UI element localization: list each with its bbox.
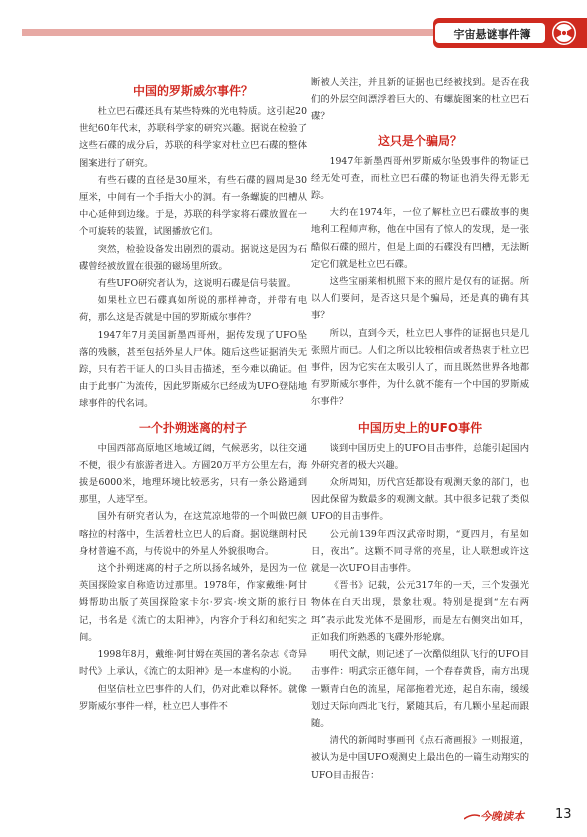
right-column xyxy=(311,74,529,784)
paragraph: 谈到中国历史上的UFO目击事件，总能引起国内外研究者的极大兴趣。 xyxy=(311,442,529,471)
swoosh-icon xyxy=(464,814,480,820)
paragraph: 明代文献，则记述了一次酷似组队飞行的UFO目击事件：明武宗正德年间，一个春春黄昏，南方出现一颗青白色的流星，尾部拖着光迹，起自东南，缓缓划过天际向西北飞行，紧随其后，有几颗小星起而跟随。 xyxy=(311,649,529,729)
header-stripe xyxy=(22,29,442,36)
paragraph: 中国西部高原地区地域辽阔，气候恶劣，以往交通不便，很少有旅游者进入。方圆20万平方公里左右，海拔是6000米，地理环境比较恶劣，只有一条公路通到那里，人迹罕至。 xyxy=(79,442,307,506)
paragraph: 清代的新闻时事画刊《点石斋画报》一则报道，被认为是中国UFO观测史上最出色的一篇生动翔实的UFO目击报告： xyxy=(311,735,529,781)
section-title-history: 中国历史上的UFO事件 xyxy=(357,420,483,435)
paragraph: 突然，检验设备发出剧烈的震动。据说这是因为石碟曾经被放置在很强的磁场里所致。 xyxy=(79,243,307,272)
page-number: 13 xyxy=(555,807,572,822)
paragraph: 1947年新墨西哥州罗斯威尔坠毁事件的物证已经无处可查，而杜立巴石碟的物证也消失得无影无踪。 xyxy=(311,155,529,202)
paragraph: 如果杜立巴石碟真如所说的那样神奇，并带有电荷，那么这是否就是中国的罗斯威尔事件？ xyxy=(79,295,307,324)
section-title-roswell: 中国的罗斯威尔事件？ xyxy=(132,84,253,98)
section-title-village: 一个扑朔迷离的村子 xyxy=(138,420,247,435)
paragraph: 但坚信杜立巴事件的人们，仍对此难以释怀。就像罗斯威尔事件一样，杜立巴人事件不 xyxy=(79,683,307,712)
paragraph: 所以，直到今天，杜立巴人事件的证据也只是几张照片而已。人们之所以比较相信或者热衷于杜立巴事件，因为它实在太吸引人了，而且既然世界各地都有罗斯威尔事件，为什么就不能有一个中国的罗斯威尔事件？ xyxy=(311,327,529,408)
header-title-box xyxy=(435,23,545,43)
paragraph: 1947年7月美国新墨西哥州，据传发现了UFO坠落的残骸，甚至包括外星人尸体。随后这些证据消失无踪，只有若干证人的口头目击描述，至今难以确证。但由于此事广为流传，因此罗斯威尔已经成为UFO登陆地球事件的代名词。 xyxy=(79,329,307,410)
paragraph: 众所周知，历代宫廷都设有观测天象的部门，也因此保留为数最多的观测文献。其中很多记载了类似UFO的目击事件。 xyxy=(311,477,529,523)
paragraph: 这个扑朔迷离的村子之所以扬名域外，是因为一位英国探险家自称造访过那里。1978年，作家戴维·阿甘姆帮助出版了英国探险家卡尔·罗宾·埃文斯的旅行日记，书名是《流亡的太阳神》，内容介于科幻和纪实之间。 xyxy=(79,563,307,643)
paragraph: 有些UFO研究者认为，这说明石碟是信号装置。 xyxy=(97,278,297,290)
paragraph: 这些宝丽莱相机照下来的照片是仅有的证据。所以人们要问，是否这只是个骗局，还是真的确有其事？ xyxy=(311,276,529,322)
running-header xyxy=(0,18,587,48)
header-tab xyxy=(433,18,587,48)
paragraph: 大约在1974年，一位了解杜立巴石碟故事的奥地利工程师声称，他在中国有了惊人的发现，是一张酷似石碟的照片，但是上面的石碟没有凹槽，无法断定它们就是杜立巴石碟。 xyxy=(311,207,529,270)
logo-text: 今晚读本 xyxy=(480,810,524,823)
publication-logo xyxy=(464,808,554,824)
section-title-hoax: 这只是个骗局？ xyxy=(377,133,462,148)
hazard-symbol-icon xyxy=(551,20,577,46)
paragraph: 公元前139年西汉武帝时期，“夏四月，有星如日，夜出”。这颗不同寻常的亮星，让人联想或许这就是一次UFO目击事件。 xyxy=(311,528,529,575)
left-column xyxy=(79,78,307,715)
paragraph: 国外有研究者认为，在这荒凉地带的一个叫做巴颜喀拉的村落中，生活着杜立巴人的后裔。据说继朗村民身材普遍不高，与传说中的外星人外貌很吻合。 xyxy=(79,511,307,557)
paragraph: 杜立巴石碟还具有某些特殊的光电特质。这引起20世纪60年代末，苏联科学家的研究兴趣。据说在检验了这些石碟的成分后，苏联的科学家对杜立巴石碟的整体图案进行了研究。 xyxy=(79,106,307,169)
header-title: 宇宙悬谜事件簿 xyxy=(453,28,531,41)
paragraph: 有些石碟的直径是30厘米，有些石碟的圆周是30厘米，中间有一个手指大小的洞。有一条螺旋的凹槽从中心延伸到边缘。于是，苏联的科学家将石碟放置在一个可旋转的装置，试图播放它们。 xyxy=(79,174,307,238)
paragraph: 《晋书》记载，公元317年的一天，三个发强光物体在白天出现，景象壮观。特别是提到“左右两珥”表示此发光体不是圆形，而是左右侧突出如耳，正如我们所熟悉的飞碟外形轮廓。 xyxy=(311,580,529,643)
paragraph-continued: 断被人关注，并且新的证据也已经被找到。是否在我们的外层空间漂浮着巨大的、有螺旋图案的杜立巴石碟？ xyxy=(311,77,529,123)
paragraph: 1998年8月，戴维·阿甘姆在英国的著名杂志《奇异时代》上承认，《流亡的太阳神》是一本虚构的小说。 xyxy=(79,649,307,678)
